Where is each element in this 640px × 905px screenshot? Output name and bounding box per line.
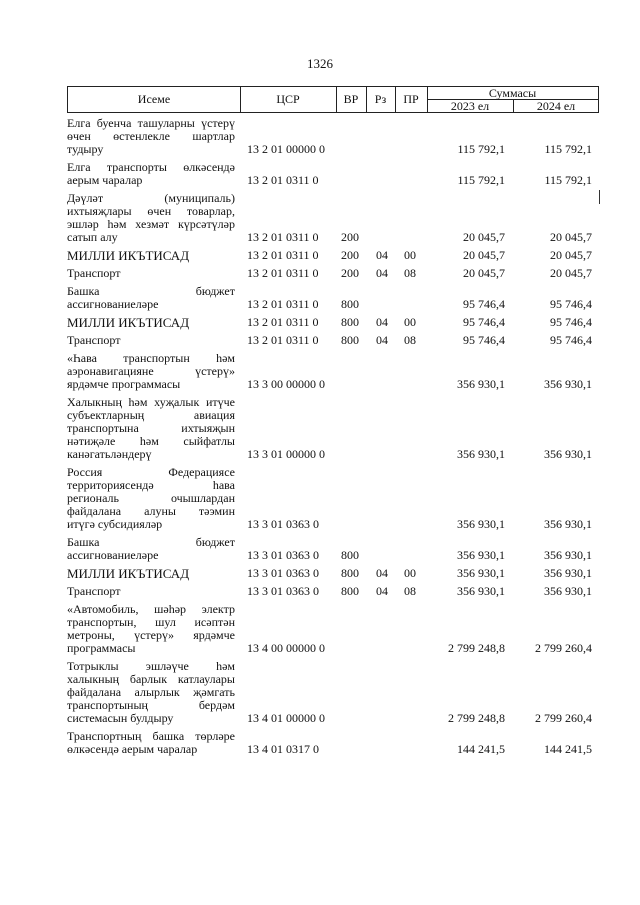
- table-row: [0, 285, 640, 316]
- row-pr: 08: [404, 266, 416, 280]
- row-name-line: эшләр һәм хезмәт күрсәтүләр: [67, 217, 235, 231]
- row-sum-2024: 115 792,1: [544, 173, 592, 187]
- row-name-line: программасы: [67, 641, 136, 655]
- row-pr: 00: [404, 315, 416, 329]
- row-csr: 13 2 01 0311 0: [247, 315, 319, 329]
- row-sum-2024: 95 746,4: [550, 315, 592, 329]
- row-name-line: территориясендә һава: [67, 478, 235, 492]
- row-sum-2023: 115 792,1: [457, 142, 505, 156]
- row-csr: 13 2 01 0311 0: [247, 230, 319, 244]
- header-vr: ВР: [343, 92, 359, 106]
- row-sum-2023: 356 930,1: [457, 377, 505, 391]
- header-name: Исеме: [137, 92, 171, 106]
- header-sums: Суммасы: [488, 85, 537, 100]
- row-csr: 13 4 01 0317 0: [247, 742, 319, 756]
- row-sum-2023: 2 799 248,8: [448, 711, 505, 725]
- row-sum-2023: 115 792,1: [457, 173, 505, 187]
- row-vr: 800: [341, 548, 359, 562]
- row-vr: 800: [341, 297, 359, 311]
- table-row: [0, 316, 640, 334]
- row-name-line: МИЛЛИ ИКЪТИСАД: [67, 315, 190, 330]
- table-row: [0, 117, 640, 161]
- row-csr: 13 2 01 0311 0: [247, 248, 319, 262]
- row-pr: 00: [404, 566, 416, 580]
- row-csr: 13 3 01 00000 0: [247, 447, 325, 461]
- table-row: [0, 267, 640, 285]
- row-sum-2023: 356 930,1: [457, 566, 505, 580]
- row-name-line: Халыкның һәм хуҗалык итүче: [67, 395, 235, 409]
- row-sum-2024: 2 799 260,4: [535, 641, 592, 655]
- row-name-line: Елга транспорты өлкәсендә: [67, 160, 235, 174]
- row-name: [67, 316, 235, 329]
- row-name: [67, 334, 235, 347]
- row-name: [67, 117, 235, 156]
- row-sum-2024: 115 792,1: [544, 142, 592, 156]
- row-csr: 13 2 01 00000 0: [247, 142, 325, 156]
- row-name: [67, 603, 235, 655]
- row-sum-2024: 95 746,4: [550, 297, 592, 311]
- row-sum-2023: 20 045,7: [463, 230, 505, 244]
- row-name: [67, 396, 235, 461]
- row-vr: 200: [341, 248, 359, 262]
- row-name-line: өчен өстенлекле шартлар: [67, 129, 235, 143]
- header-rz: Рз: [374, 92, 387, 106]
- row-name-line: халыкның барлык катлаулары: [67, 672, 235, 686]
- row-sum-2024: 20 045,7: [550, 248, 592, 262]
- header-csr: ЦСР: [276, 92, 300, 106]
- row-name-line: МИЛЛИ ИКЪТИСАД: [67, 248, 190, 263]
- header-year-2023: 2023 ел: [450, 98, 490, 113]
- row-name: [67, 660, 235, 725]
- row-name-line: өлкәсендә аерым чаралар: [67, 742, 198, 756]
- row-name: [67, 567, 235, 580]
- row-csr: 13 2 01 0311 0: [247, 333, 319, 347]
- row-name-line: транспортын, шул исәптән: [67, 615, 235, 629]
- table-row: [0, 603, 640, 660]
- row-name-line: нәтиҗәле һәм сыйфатлы: [67, 434, 235, 448]
- row-csr: 13 2 01 0311 0: [247, 266, 319, 280]
- table-row: [0, 161, 640, 192]
- table-row: [0, 192, 640, 249]
- row-name: [67, 267, 235, 280]
- row-sum-2024: 356 930,1: [544, 447, 592, 461]
- row-vr: 800: [341, 315, 359, 329]
- table-row: [0, 396, 640, 466]
- row-name-line: Дәүләт (муниципаль): [67, 191, 235, 205]
- row-name-line: региональ очышлардан: [67, 491, 235, 505]
- row-csr: 13 2 01 0311 0: [247, 297, 319, 311]
- row-sum-2023: 144 241,5: [457, 742, 505, 756]
- row-sum-2023: 95 746,4: [463, 315, 505, 329]
- row-name-line: системасын булдыру: [67, 711, 174, 725]
- row-name-line: аэронавигацияне үстерү»: [67, 364, 235, 378]
- row-sum-2023: 356 930,1: [457, 584, 505, 598]
- row-name: [67, 161, 235, 187]
- row-name-line: канәгатьләндерү: [67, 447, 152, 461]
- row-pr: 08: [404, 584, 416, 598]
- row-name: [67, 285, 235, 311]
- row-csr: 13 4 01 00000 0: [247, 711, 325, 725]
- row-sum-2023: 20 045,7: [463, 266, 505, 280]
- page-number: 1326: [307, 56, 333, 71]
- row-name-line: транспортының бердәм: [67, 698, 235, 712]
- row-vr: 200: [341, 230, 359, 244]
- row-name-line: Транспорт: [67, 266, 121, 280]
- table-row: [0, 352, 640, 396]
- table-row: [0, 466, 640, 536]
- row-rz: 04: [376, 584, 388, 598]
- row-sum-2024: 356 930,1: [544, 566, 592, 580]
- table-row: [0, 730, 640, 761]
- row-name-line: Тотрыклы эшләүче һәм: [67, 659, 235, 673]
- row-name-line: Транспортның башка төрләре: [67, 729, 235, 743]
- row-name-line: транспортына ихтыяҗын: [67, 421, 235, 435]
- table-row: [0, 536, 640, 567]
- row-name-line: Россия Федерациясе: [67, 465, 235, 479]
- row-sum-2024: 20 045,7: [550, 230, 592, 244]
- row-name: [67, 249, 235, 262]
- row-name-line: ярдәмче программасы: [67, 377, 181, 391]
- row-csr: 13 3 01 0363 0: [247, 584, 319, 598]
- row-name-line: ассигнованиеләре: [67, 297, 159, 311]
- row-rz: 04: [376, 248, 388, 262]
- row-vr: 800: [341, 566, 359, 580]
- row-name: [67, 466, 235, 531]
- row-name-line: Транспорт: [67, 333, 121, 347]
- row-name-line: метроны, үстерү» ярдәмче: [67, 628, 235, 642]
- row-csr: 13 4 00 00000 0: [247, 641, 325, 655]
- row-sum-2023: 95 746,4: [463, 297, 505, 311]
- row-vr: 800: [341, 584, 359, 598]
- row-rz: 04: [376, 566, 388, 580]
- row-name-line: тудыру: [67, 142, 104, 156]
- row-pr: 00: [404, 248, 416, 262]
- row-name-line: ихтыяҗлары өчен товарлар,: [67, 204, 235, 218]
- row-name-line: файдалана алуны тәэмин: [67, 504, 235, 518]
- row-sum-2024: 356 930,1: [544, 517, 592, 531]
- table-row: [0, 585, 640, 603]
- row-sum-2024: 356 930,1: [544, 548, 592, 562]
- row-name-line: субъектларның авиация: [67, 408, 235, 422]
- table-row: [0, 334, 640, 352]
- table-row: [0, 567, 640, 585]
- row-rz: 04: [376, 333, 388, 347]
- row-sum-2024: 20 045,7: [550, 266, 592, 280]
- row-name: [67, 585, 235, 598]
- row-csr: 13 3 01 0363 0: [247, 517, 319, 531]
- row-name-line: МИЛЛИ ИКЪТИСАД: [67, 566, 190, 581]
- row-sum-2024: 356 930,1: [544, 584, 592, 598]
- row-name: [67, 536, 235, 562]
- row-name: [67, 730, 235, 756]
- row-name-line: Башка бюджет: [67, 535, 235, 549]
- row-name-line: файдалана алырлык җәмгать: [67, 685, 235, 699]
- row-vr: 800: [341, 333, 359, 347]
- header-pr: ПР: [403, 92, 419, 106]
- row-name-line: «Һава транспортын һәм: [67, 351, 235, 365]
- row-csr: 13 2 01 0311 0: [247, 173, 319, 187]
- table-header: [67, 86, 599, 113]
- row-name-line: Транспорт: [67, 584, 121, 598]
- row-name-line: Елга буенча ташуларны үстерү: [67, 116, 235, 130]
- row-sum-2023: 356 930,1: [457, 447, 505, 461]
- row-name: [67, 352, 235, 391]
- table-row: [0, 660, 640, 730]
- row-sum-2024: 144 241,5: [544, 742, 592, 756]
- row-rz: 04: [376, 315, 388, 329]
- row-sum-2023: 20 045,7: [463, 248, 505, 262]
- row-sum-2023: 95 746,4: [463, 333, 505, 347]
- row-sum-2023: 356 930,1: [457, 548, 505, 562]
- row-name-line: «Автомобиль, шәһәр электр: [67, 602, 235, 616]
- row-sum-2024: 2 799 260,4: [535, 711, 592, 725]
- row-csr: 13 3 01 0363 0: [247, 566, 319, 580]
- row-rz: 04: [376, 266, 388, 280]
- header-year-2024: 2024 ел: [536, 98, 576, 113]
- row-name-line: итүгә субсидияләр: [67, 517, 163, 531]
- row-pr: 08: [404, 333, 416, 347]
- row-name-line: ассигнованиеләре: [67, 548, 159, 562]
- row-name: [67, 192, 235, 244]
- row-csr: 13 3 00 00000 0: [247, 377, 325, 391]
- row-sum-2023: 356 930,1: [457, 517, 505, 531]
- row-csr: 13 3 01 0363 0: [247, 548, 319, 562]
- row-sum-2023: 2 799 248,8: [448, 641, 505, 655]
- row-vr: 200: [341, 266, 359, 280]
- row-name-line: сатып алу: [67, 230, 118, 244]
- row-sum-2024: 356 930,1: [544, 377, 592, 391]
- row-sum-2024: 95 746,4: [550, 333, 592, 347]
- row-name-line: Башка бюджет: [67, 284, 235, 298]
- table-row: [0, 249, 640, 267]
- table-body: [0, 117, 640, 761]
- row-name-line: аерым чаралар: [67, 173, 143, 187]
